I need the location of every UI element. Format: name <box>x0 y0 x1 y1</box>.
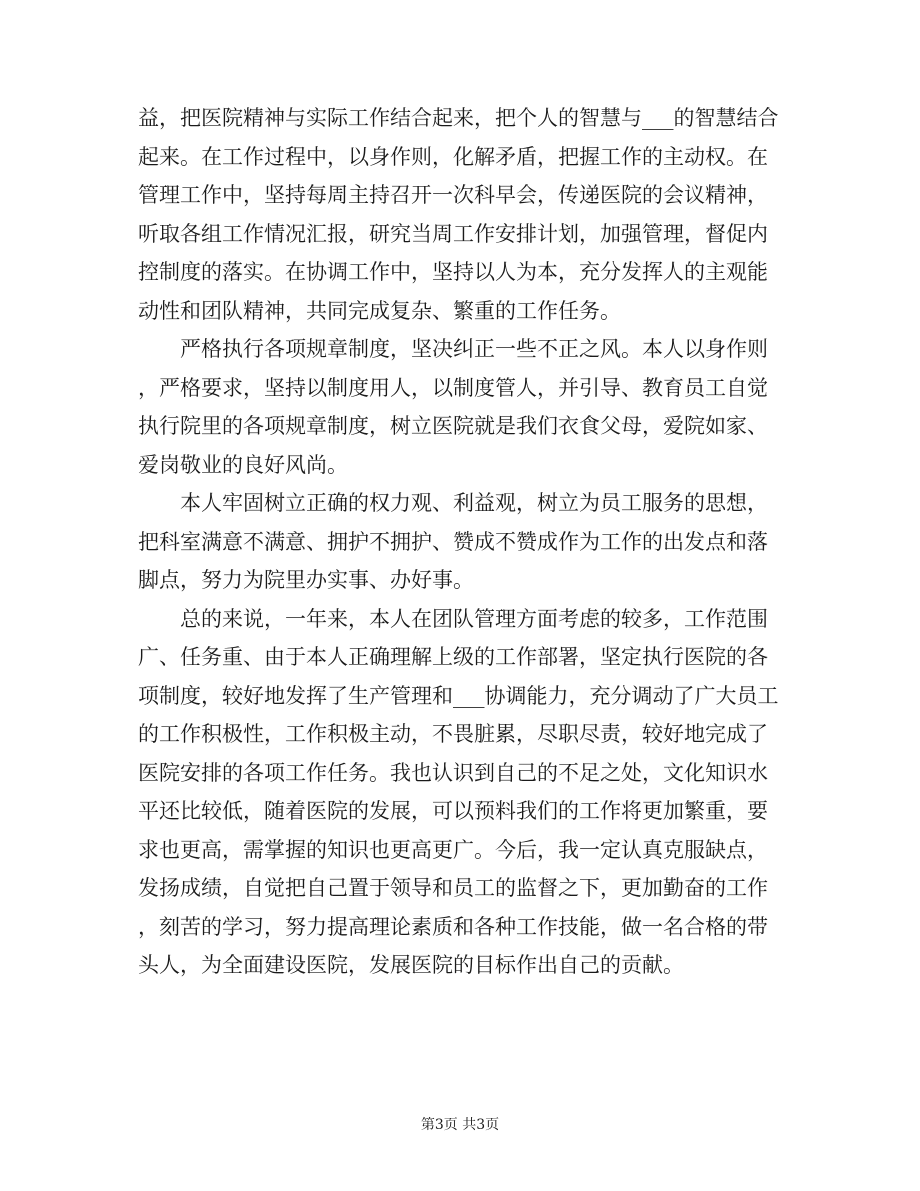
text-line: ，刻苦的学习，努力提高理论素质和各种工作技能，做一名合格的带 <box>138 914 768 939</box>
text-line: 爱岗敬业的良好风尚。 <box>138 452 348 477</box>
text-line: 的工作积极性，工作积极主动，不畏脏累，尽职尽责，较好地完成了 <box>138 722 768 746</box>
paragraph-2 <box>138 330 786 484</box>
paragraph-1 <box>138 99 786 330</box>
text-line: 平还比较低，随着医院的发展，可以预料我们的工作将更加繁重，要 <box>138 799 768 823</box>
text-line: ，严格要求，坚持以制度用人，以制度管人，并引导、教育员工自觉 <box>138 375 768 400</box>
text-line: 总的来说，一年来，本人在团队管理方面考虑的较多，工作范围 <box>180 606 768 631</box>
text-line: 求也更高，需掌握的知识也更高更广。今后，我一定认真克服缺点， <box>138 837 768 862</box>
text-line: 把科室满意不满意、拥护不拥护、赞成不赞成作为工作的出发点和落 <box>138 529 768 554</box>
text-line: 脚点，努力为院里办实事、办好事。 <box>138 568 474 592</box>
paragraph-3 <box>138 484 786 600</box>
text-line: 益，把医院精神与实际工作结合起来，把个人的智慧与___的智慧结合 <box>138 106 779 130</box>
text-line: 广、任务重、由于本人正确理解上级的工作部署，坚定执行医院的各 <box>138 645 768 669</box>
text-line: 医院安排的各项工作任务。我也认识到自己的不足之处，文化知识水 <box>138 760 768 785</box>
text-line: 控制度的落实。在协调工作中，坚持以人为本，充分发挥人的主观能 <box>138 260 768 284</box>
text-line: 听取各组工作情况汇报，研究当周工作安排计划，加强管理，督促内 <box>138 221 768 246</box>
paragraph-4 <box>138 600 786 985</box>
text-line: 头人，为全面建设医院，发展医院的目标作出自己的贡献。 <box>138 953 684 977</box>
text-line: 严格执行各项规章制度，坚决纠正一些不正之风。本人以身作则 <box>180 337 768 361</box>
text-line: 执行院里的各项规章制度，树立医院就是我们衣食父母，爱院如家、 <box>138 414 768 438</box>
text-line: 管理工作中，坚持每周主持召开一次科早会，传递医院的会议精神， <box>138 183 768 207</box>
document-body <box>138 99 786 985</box>
text-line: 起来。在工作过程中，以身作则，化解矛盾，把握工作的主动权。在 <box>138 144 768 169</box>
page-number-footer: 第3页 共3页 <box>420 1117 500 1133</box>
text-line: 项制度，较好地发挥了生产管理和___协调能力，充分调动了广大员工 <box>138 683 779 708</box>
text-line: 发扬成绩，自觉把自己置于领导和员工的监督之下，更加勤奋的工作 <box>138 876 768 900</box>
text-line: 本人牢固树立正确的权力观、利益观，树立为员工服务的思想， <box>180 491 768 515</box>
text-line: 动性和团队精神，共同完成复杂、繁重的工作任务。 <box>138 298 621 323</box>
